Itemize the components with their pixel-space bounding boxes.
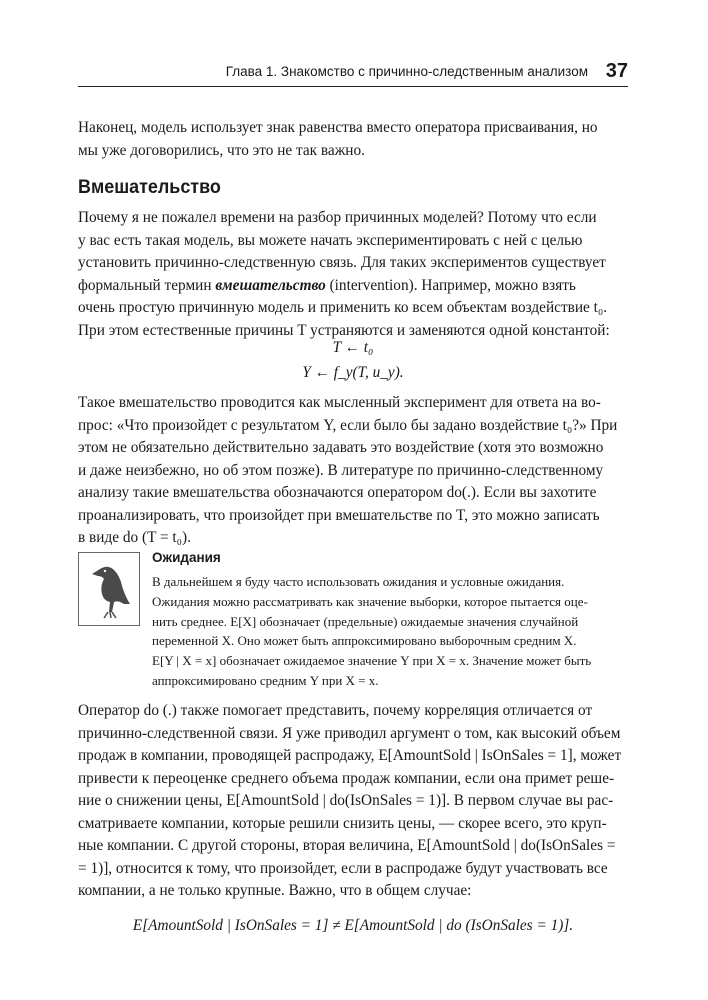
note-line: нить среднее. E[X] обозначает (предельные) ожидаемые значения случайной — [152, 613, 579, 629]
text-line: этом не обязательно действительно задавать это воздействие (хотя это возможно — [78, 439, 604, 456]
text-line: Наконец, модель использует знак равенства вместо оператора присваивания, но — [78, 119, 598, 136]
section-heading: Вмешательство — [78, 176, 221, 198]
page-number: 37 — [605, 60, 628, 82]
text-line: привести к переоценке среднего объема продаж компании, если она примет реше- — [78, 769, 615, 787]
text-line: продаж в компании, проводящей распродажу, E[AmountSold | IsOnSales = 1], может — [78, 747, 622, 764]
text-line: установить причинно-следственную связь. Для таких экспериментов существует — [78, 254, 606, 271]
formula-assign-y: Y ← f_y(T, u_y). — [302, 364, 404, 381]
term-intervention: вмешательство — [215, 276, 326, 294]
text-line: анализу такие вмешательства обозначаются оператором do(.). Если вы захотите — [78, 484, 597, 501]
text-line: При этом естественные причины T устраняются и заменяются одной константой: — [78, 321, 610, 339]
text-line: сматриваете компании, которые решили снизить цены, — скорее всего, это круп- — [78, 814, 607, 832]
text-line: в виде do (T = t₀). — [78, 529, 191, 546]
note-expectations — [152, 572, 628, 691]
text-line: причинно-следственной связи. Я уже приводил аргумент о том, как высокий объем — [78, 724, 621, 742]
crow-icon — [78, 552, 140, 626]
text-line: компании, а не только крупные. Важно, что в общем случае: — [78, 882, 472, 899]
intro-paragraph — [78, 117, 628, 162]
running-title: Глава 1. Знакомство с причинно-следственным анализом — [225, 64, 588, 79]
text-line: = 1)], относится к тому, что произойдет, если в распродаже будут участвовать все — [78, 859, 608, 877]
text-fragment: (intervention). Например, можно взять — [325, 276, 576, 294]
note-line: переменной X. Оно может быть аппроксимировано выборочным средним X. — [152, 633, 577, 649]
formula-assign-t: T ← t₀ — [332, 339, 374, 356]
text-line: прос: «Что произойдет с результатом Y, если было бы задано воздействие t₀?» При — [78, 416, 618, 434]
text-line: мы уже договорились, что это не так важно. — [78, 141, 365, 159]
running-header — [78, 60, 628, 87]
note-line: В дальнейшем я буду часто использовать ожидания и условные ожидания. — [152, 574, 565, 589]
text-line — [78, 275, 628, 298]
formula-inequality: E[AmountSold | IsOnSales = 1] ≠ E[AmountSold | do (IsOnSales = 1)]. — [132, 917, 574, 934]
text-line: Почему я не пожалел времени на разбор причинных моделей? Потому что если — [78, 209, 597, 226]
text-line: и даже неизбежно, но об этом позже). В литературе по причинно-следственному — [78, 461, 604, 479]
note-line: E[Y | X = x] обозначает ожидаемое значение Y при X = x. Значение может быть — [152, 653, 592, 669]
text-line: ные компании. С другой стороны, вторая величина, E[AmountSold | do(IsOnSales = — [78, 837, 616, 854]
text-line: Такое вмешательство проводится как мысленный эксперимент для ответа на во- — [78, 394, 601, 411]
note-title: Ожидания — [152, 550, 221, 565]
paragraph-intervention — [78, 207, 628, 342]
note-line: аппроксимировано средним Y при X = x. — [152, 672, 379, 688]
text-line: ние о снижении цены, E[AmountSold | do(IsOnSales = 1)]. В первом случае вы рас- — [78, 792, 614, 809]
text-fragment: формальный термин — [78, 276, 216, 294]
paragraph-correlation — [78, 700, 628, 903]
text-line: у вас есть такая модель, вы можете начать экспериментировать с ней с целью — [78, 231, 583, 249]
text-line: очень простую причинную модель и применить ко всем объектам воздействие t₀. — [78, 299, 608, 316]
text-line: проанализировать, что произойдет при вмешательстве по T, это можно записать — [78, 506, 600, 524]
note-line: Ожидания можно рассматривать как значение выборки, которое пытается оце- — [152, 593, 588, 609]
text-line: Оператор do (.) также помогает представить, почему корреляция отличается от — [78, 702, 593, 719]
paragraph-do-operator — [78, 392, 628, 550]
